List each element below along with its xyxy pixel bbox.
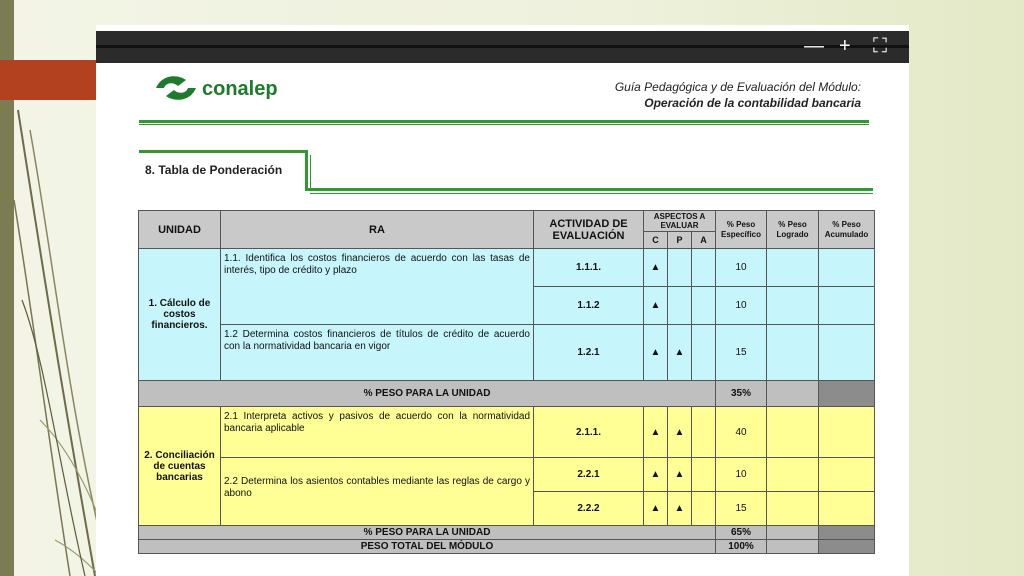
- peso-especifico: 40: [716, 407, 767, 458]
- peso-logrado: [767, 325, 819, 381]
- table-row: [139, 458, 875, 492]
- unit-name: 2. Conciliación de cuentas bancarias: [139, 407, 221, 526]
- activity-code: 1.1.1.: [534, 249, 644, 287]
- aspect-a: [692, 287, 716, 325]
- viewer-toolbar: [96, 31, 909, 63]
- header-peso-acumulado: % Peso Acumulado: [819, 211, 875, 249]
- weighting-table: [138, 210, 875, 554]
- peso-especifico: 10: [716, 249, 767, 287]
- peso-acumulado: [819, 287, 875, 325]
- table-row: [139, 325, 875, 381]
- minimize-button[interactable]: —: [804, 35, 824, 57]
- activity-code: 1.1.2: [534, 287, 644, 325]
- conalep-logo-icon: [152, 70, 200, 106]
- peso-acumulado: [819, 407, 875, 458]
- ra-text: 1.2 Determina costos financieros de títulos de crédito de acuerdo con la normatividad bancaria en vigor: [221, 325, 534, 381]
- activity-code: 2.2.1: [534, 458, 644, 492]
- subtotal-value: 35%: [716, 381, 767, 407]
- header-rule: [139, 120, 869, 123]
- guide-title: Guía Pedagógica y de Evaluación del Módulo:: [614, 80, 861, 94]
- table-row: [139, 249, 875, 287]
- document-page: [96, 25, 909, 576]
- header-c: C: [644, 232, 668, 249]
- unit-name: 1. Cálculo de costos financieros.: [139, 249, 221, 381]
- aspect-p: [668, 287, 692, 325]
- fullscreen-button[interactable]: ⛶: [873, 35, 887, 57]
- triangle-icon: ▲: [644, 249, 668, 287]
- header-p: P: [668, 232, 692, 249]
- peso-logrado: [767, 287, 819, 325]
- triangle-icon: ▲: [668, 492, 692, 526]
- peso-logrado: [767, 492, 819, 526]
- peso-logrado: [767, 458, 819, 492]
- section-rule: [139, 150, 305, 153]
- total-row: [139, 540, 875, 554]
- subtotal-row: [139, 526, 875, 540]
- peso-especifico: 10: [716, 458, 767, 492]
- triangle-icon: ▲: [644, 407, 668, 458]
- total-label: PESO TOTAL DEL MÓDULO: [139, 540, 716, 554]
- activity-code: 1.2.1: [534, 325, 644, 381]
- section-title: 8. Tabla de Ponderación: [145, 163, 283, 177]
- total-value: 100%: [716, 540, 767, 554]
- ra-text: 1.1. Identifica los costos financieros de acuerdo con las tasas de interés, tipo de crédito y plazo: [221, 249, 534, 325]
- aspect-p: [668, 249, 692, 287]
- header-peso-especifico: % Peso Específico: [716, 211, 767, 249]
- conalep-logo: [152, 70, 282, 106]
- peso-logrado: [767, 249, 819, 287]
- aspect-a: [692, 492, 716, 526]
- peso-logrado: [767, 407, 819, 458]
- triangle-icon: ▲: [668, 458, 692, 492]
- header-unidad: UNIDAD: [139, 211, 221, 249]
- subtotal-label: % PESO PARA LA UNIDAD: [139, 526, 716, 540]
- aspect-a: [692, 458, 716, 492]
- triangle-icon: ▲: [668, 407, 692, 458]
- subtotal-label: % PESO PARA LA UNIDAD: [139, 381, 716, 407]
- aspect-a: [692, 407, 716, 458]
- header-aspectos: ASPECTOS A EVALUAR: [644, 211, 716, 232]
- header-a: A: [692, 232, 716, 249]
- peso-acumulado: [819, 492, 875, 526]
- triangle-icon: ▲: [644, 325, 668, 381]
- triangle-icon: ▲: [668, 325, 692, 381]
- triangle-icon: ▲: [644, 287, 668, 325]
- subtotal-row: [139, 381, 875, 407]
- aspect-a: [692, 325, 716, 381]
- activity-code: 2.1.1.: [534, 407, 644, 458]
- peso-especifico: 15: [716, 492, 767, 526]
- peso-acumulado: [819, 325, 875, 381]
- triangle-icon: ▲: [644, 458, 668, 492]
- peso-especifico: 10: [716, 287, 767, 325]
- ra-text: 2.2 Determina los asientos contables mediante las reglas de cargo y abono: [221, 458, 534, 526]
- activity-code: 2.2.2: [534, 492, 644, 526]
- header-actividad: ACTIVIDAD DE EVALUACIÓN: [534, 211, 644, 249]
- aspect-a: [692, 249, 716, 287]
- peso-especifico: 15: [716, 325, 767, 381]
- triangle-icon: ▲: [644, 492, 668, 526]
- ra-text: 2.1 Interpreta activos y pasivos de acuerdo con la normatividad bancaria aplicable: [221, 407, 534, 458]
- subtotal-value: 65%: [716, 526, 767, 540]
- peso-acumulado: [819, 249, 875, 287]
- header-ra: RA: [221, 211, 534, 249]
- logo-text: conalep: [202, 78, 278, 100]
- table-row: [139, 407, 875, 458]
- module-name: Operación de la contabilidad bancaria: [644, 96, 861, 110]
- zoom-in-button[interactable]: +: [839, 35, 851, 57]
- peso-acumulado: [819, 458, 875, 492]
- header-peso-logrado: % Peso Logrado: [767, 211, 819, 249]
